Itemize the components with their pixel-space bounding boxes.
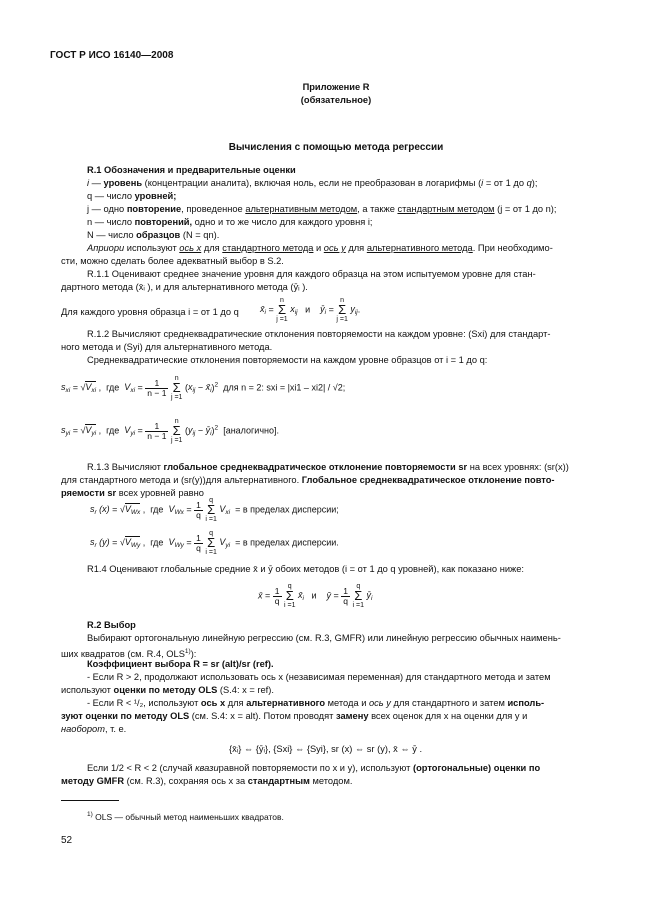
r1-line-N: N — число образцов (N = qn). — [87, 230, 220, 240]
r113-text-1: R.1.3 Вычисляют глобальное среднеквадратическое отклонение повторяемости sr на всех уровнях: (sr(x)) — [87, 462, 569, 472]
sry-formula: $s_r$ $(y) = √V_{Wy}$ , где $V_{Wy}$ = $\frac{1}{q}$ q Σ i =1 $V_{yi} = в$ пределах дисперсии. — [90, 530, 339, 556]
r1-line-apriori-cont: сти, можно сделать более адекватный выбор в S.2. — [61, 256, 284, 266]
r2-heading: R.2 Выбор — [87, 620, 136, 630]
r2-p4-3: наоборот, т. е. — [61, 724, 127, 734]
r112-text-3: Среднеквадратические отклонения повторяемости на каждом уровне образцов от i = 1 до q: — [87, 355, 488, 365]
r2-p1-1: Выбирают ортогональную линейную регрессию (см. R.3, GMFR) или линейную регрессию обычных наимень- — [87, 633, 561, 643]
r112-text-1: R.1.2 Вычисляют среднеквадратические отклонения повторяемости на каждом уровне: (Sxi) для стандарт- — [87, 329, 551, 339]
global-means-formula: x̄ = $\frac{1}{q}$ q Σ i =1 $x̄_i$ и ȳ = $\frac{1}{q}$ q Σ i =1 $ȳ_i$ — [258, 583, 373, 609]
appendix-status: (обязательное) — [300, 95, 372, 105]
standard-header: ГОСТ Р ИСО 16140—2008 — [50, 50, 174, 61]
r111-text-2: дартного метода (x̄ᵢ ), и для альтернативного метода (ȳᵢ ). — [61, 282, 308, 292]
r1-heading: R.1 Обозначения и предварительные оценки — [87, 165, 296, 175]
footnote: $^{1)}$ OLS — обычный метод наименьших квадратов. — [87, 811, 284, 822]
r2-p1-2: ших квадратов (см. R.4, OLS$^{1)}$): — [61, 648, 197, 659]
r2-p5-2: методу GMFR (см. R.3), сохраняя ось x за стандартным методом. — [61, 776, 353, 786]
r1-line-apriori: Априори используют ось x для стандартного метода и ось y для альтернативного метода. При необходимо- — [87, 243, 553, 253]
r114-text: R1.4 Оценивают глобальные средние x̄ и ȳ обоих методов (i = от 1 до q уровней), как показано ниже: — [87, 564, 524, 574]
page-number: 52 — [61, 835, 73, 846]
r113-text-3: ряемости sr всех уровней равно — [61, 488, 204, 498]
r1-line-j: j — одно повторение, проведенное альтернативным методом, а также стандартным методом (j = от 1 до n); — [87, 204, 557, 214]
r112-text-2: ного метода и (Syi) для альтернативного метода. — [61, 342, 273, 352]
r113-text-2: для стандартного метода и (sr(y))для альтернативного. Глобальное среднеквадратическое отклонение повто- — [61, 475, 555, 485]
appendix-title: Приложение R — [302, 82, 370, 92]
r1-line-q: q — число уровней; — [87, 191, 177, 201]
r2-p3-1: - Если R > 2, продолжают использовать ось x (независимая переменная) для стандартного метода и затем — [87, 672, 551, 682]
r2-p4-2: зуют оценки по методу OLS (см. S.4: x = alt). Потом проводят замену всех оценок для x на оценки для y и — [61, 711, 528, 721]
srx-formula: $s_r$ $(x) = √V_{Wx}$ , где $V_{Wx}$ = $\frac{1}{q}$ q Σ i =1 $V_{xi} = в$ пределах дисперсии; — [90, 497, 339, 523]
mean-formula: $x̄_i = n$ Σ j =1 $x_{ij}$ и $ȳ_i = n$ Σ j =1 $y_{ij}$. — [260, 297, 361, 323]
footnote-rule — [61, 800, 119, 801]
r1-line-i: i — уровень (концентрации аналита), включая ноль, если не преобразован в логарифмы (i = от 1 до q); — [87, 178, 538, 188]
syi-formula: $s_{yi} = √V_{yi}$ , где $V_{yi}$ = $\frac{1}{n - 1}$ n Σ j =1 ($y_{ij}$ − $ȳ_i)^2$ [аналогично]. — [61, 418, 280, 444]
r2-p3-2: используют оценки по методу OLS (S.4: x = ref). — [61, 685, 274, 695]
sxi-formula: $s_{xi} = √V_{xi}$ , где $V_{xi}$ = $\frac{1}{n - 1}$ n Σ j =1 ($x_{ij}$ − $x̄_i)^2$ для n = 2: sxi = |xi1 – xi2| / √2; — [61, 375, 346, 401]
r2-p2: Коэффициент выбора R = sr (alt)/sr (ref). — [87, 659, 274, 669]
r2-p4-1: - Если R < ¹/₂, используют ось x для альтернативного метода и ось y для стандартного и затем исполь- — [87, 698, 545, 708]
r1-line-n: n — число повторений, одно и то же число для каждого уровня i; — [87, 217, 373, 227]
swap-formula: {x̄ᵢ} ⇔ {ȳᵢ}, {Sxi} ⇔ {Syi}, sr (x) ⇔ sr (y), x̄ ⇔ ȳ . — [229, 744, 423, 754]
r111-text-1: R.1.1 Оценивают среднее значение уровня для каждого образца на этом испытуемом уровне для стан- — [87, 269, 536, 279]
main-title: Вычисления с помощью метода регрессии — [228, 142, 444, 153]
each-level-text: Для каждого уровня образца i = от 1 до q — [61, 307, 239, 317]
r2-p5-1: Если 1/2 < R < 2 (случай квазиравной повторяемости по x и y), используют (ортогональные) оценки по — [87, 763, 541, 773]
